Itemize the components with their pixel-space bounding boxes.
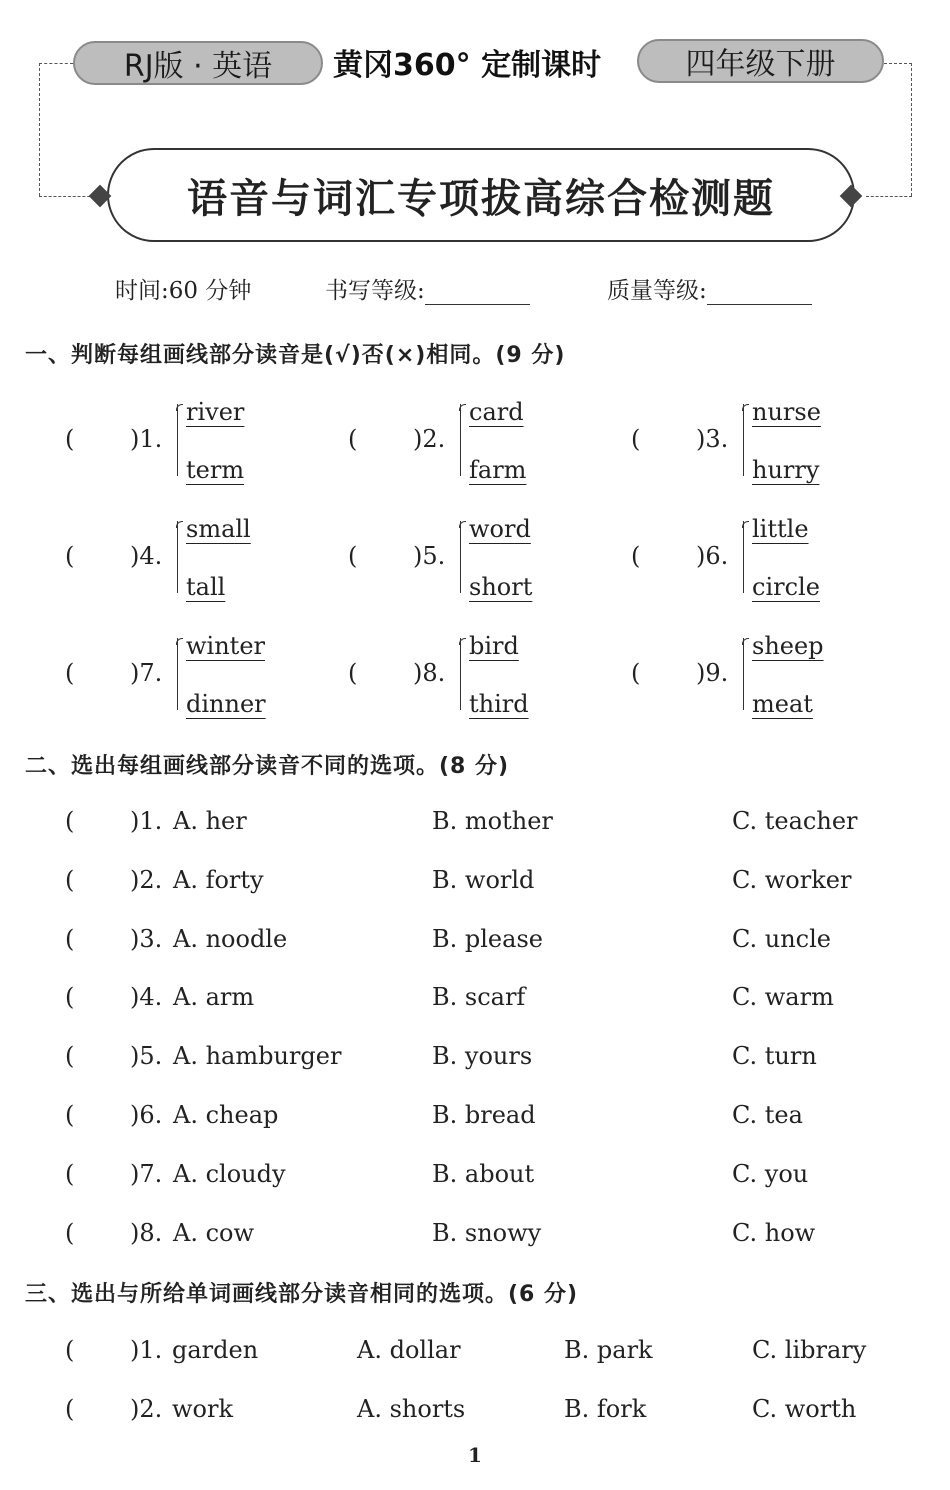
word-top: little — [752, 515, 809, 543]
option-a: A. cloudy — [173, 1159, 286, 1188]
question-number: )4. — [130, 542, 163, 570]
option-c: C. teacher — [732, 807, 858, 835]
worksheet-title — [107, 148, 855, 242]
word-top: small — [186, 515, 251, 543]
option-c: C. warm — [732, 983, 834, 1012]
dashed-connector-right-top — [884, 63, 912, 64]
answer-paren[interactable]: ( — [348, 659, 358, 687]
question-number: )5. — [413, 542, 446, 570]
question-number: )3. — [696, 425, 729, 453]
word-bottom: dinner — [186, 690, 266, 718]
series-title: 黄冈360° 定制课时 — [333, 48, 602, 83]
option-c: C. you — [732, 1159, 809, 1188]
answer-paren[interactable]: ( — [65, 425, 75, 453]
dashed-connector-right-vertical — [911, 63, 912, 196]
option-c: C. how — [732, 1218, 816, 1247]
question-number: )5. — [130, 1042, 163, 1071]
question-number: )6. — [130, 1101, 163, 1129]
option-a: A. noodle — [173, 924, 288, 953]
word-top: word — [469, 515, 531, 543]
given-word: work — [172, 1394, 234, 1423]
answer-paren[interactable]: ( — [631, 425, 641, 453]
option-c: C. worker — [732, 865, 852, 894]
word-top: winter — [186, 632, 265, 660]
answer-paren[interactable]: ( — [65, 1042, 75, 1071]
writing-grade-label: 书写等级: — [325, 278, 425, 304]
option-a: A. dollar — [357, 1336, 461, 1364]
option-a: A. arm — [173, 983, 255, 1012]
word-top: nurse — [752, 398, 821, 426]
writing-grade-blank[interactable] — [425, 278, 530, 305]
option-a: A. shorts — [357, 1394, 466, 1423]
word-bottom: third — [469, 690, 529, 718]
option-a: A. forty — [173, 865, 264, 894]
question-number: )8. — [413, 659, 446, 687]
option-b: B. mother — [432, 807, 553, 835]
quality-grade-blank[interactable] — [707, 278, 812, 305]
answer-paren[interactable]: ( — [65, 807, 75, 835]
quality-grade — [607, 272, 812, 305]
answer-paren[interactable]: ( — [65, 542, 75, 570]
answer-paren[interactable]: ( — [348, 425, 358, 453]
question-number: )2. — [413, 425, 446, 453]
option-c: C. turn — [732, 1042, 817, 1071]
dashed-connector-left-vertical — [39, 63, 40, 196]
option-b: B. please — [432, 924, 543, 953]
option-c: C. library — [752, 1336, 867, 1364]
answer-paren[interactable]: ( — [65, 1159, 75, 1188]
given-word: garden — [172, 1336, 259, 1364]
answer-paren[interactable]: ( — [65, 1218, 75, 1247]
option-c: C. worth — [752, 1394, 857, 1423]
title-text: 语音与词汇专项拔高综合检测题 — [187, 174, 775, 222]
option-a: A. her — [173, 807, 247, 835]
word-bottom: term — [186, 456, 245, 484]
option-b: B. snowy — [432, 1218, 542, 1247]
option-b: B. park — [564, 1336, 653, 1364]
dashed-connector-left-top — [39, 63, 73, 64]
option-b: B. scarf — [432, 983, 526, 1012]
option-a: A. cheap — [173, 1101, 279, 1129]
question-number: )7. — [130, 1159, 163, 1188]
word-top: bird — [469, 632, 519, 660]
edition-badge: RJ版 · 英语 — [73, 41, 323, 85]
option-c: C. tea — [732, 1101, 803, 1129]
option-c: C. uncle — [732, 924, 831, 953]
option-b: B. fork — [564, 1394, 647, 1423]
word-bottom: farm — [469, 456, 527, 484]
dashed-connector-right-bottom — [866, 196, 912, 197]
question-number: )2. — [130, 1394, 163, 1423]
dashed-connector-left-bottom — [39, 196, 95, 197]
word-bottom: tall — [186, 573, 226, 601]
part1-heading: 一、判断每组画线部分读音是(√)否(×)相同。(9 分) — [25, 343, 566, 368]
answer-paren[interactable]: ( — [631, 542, 641, 570]
answer-paren[interactable]: ( — [348, 542, 358, 570]
word-top: card — [469, 398, 524, 426]
grade-badge: 四年级下册 — [637, 39, 884, 83]
answer-paren[interactable]: ( — [65, 1101, 75, 1129]
part3-heading: 三、选出与所给单词画线部分读音相同的选项。(6 分) — [25, 1282, 579, 1307]
option-b: B. yours — [432, 1042, 533, 1071]
answer-paren[interactable]: ( — [631, 659, 641, 687]
word-top: sheep — [752, 632, 824, 660]
question-number: )9. — [696, 659, 729, 687]
option-b: B. about — [432, 1159, 535, 1188]
question-number: )6. — [696, 542, 729, 570]
question-number: )1. — [130, 807, 163, 835]
writing-grade — [325, 272, 530, 305]
question-number: )7. — [130, 659, 163, 687]
option-b: B. world — [432, 865, 535, 894]
answer-paren[interactable]: ( — [65, 983, 75, 1012]
word-top: river — [186, 398, 245, 426]
answer-paren[interactable]: ( — [65, 865, 75, 894]
word-bottom: short — [469, 573, 533, 601]
option-a: A. hamburger — [173, 1042, 342, 1071]
answer-paren[interactable]: ( — [65, 1394, 75, 1423]
option-b: B. bread — [432, 1101, 536, 1129]
word-bottom: hurry — [752, 456, 820, 484]
question-number: )2. — [130, 865, 163, 894]
question-number: )1. — [130, 1336, 163, 1364]
question-number: )1. — [130, 425, 163, 453]
question-number: )8. — [130, 1218, 163, 1247]
question-number: )4. — [130, 983, 163, 1012]
option-a: A. cow — [173, 1218, 255, 1247]
quality-grade-label: 质量等级: — [607, 278, 707, 304]
word-bottom: meat — [752, 690, 813, 718]
question-number: )3. — [130, 924, 163, 953]
word-bottom: circle — [752, 573, 820, 601]
time-limit: 时间:60 分钟 — [115, 278, 252, 304]
answer-paren[interactable]: ( — [65, 1336, 75, 1364]
page-number: 1 — [468, 1443, 482, 1467]
part2-heading: 二、选出每组画线部分读音不同的选项。(8 分) — [25, 754, 510, 779]
answer-paren[interactable]: ( — [65, 659, 75, 687]
answer-paren[interactable]: ( — [65, 924, 75, 953]
